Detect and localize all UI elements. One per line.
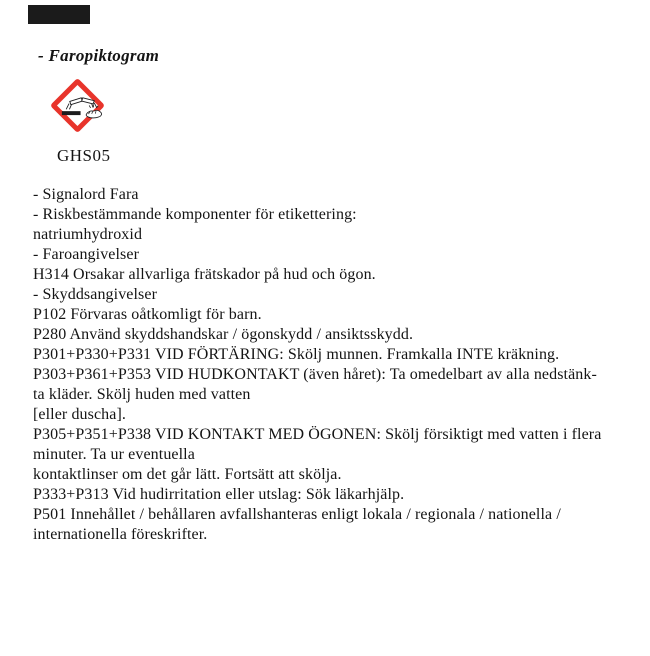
text-line: P102 Förvaras oåtkomligt för barn.	[33, 306, 262, 323]
text-line: P280 Använd skyddshandskar / ögonskydd / ansiktsskydd.	[33, 326, 414, 343]
pictogram-code: GHS05	[57, 146, 111, 165]
text-line: - Faroangivelser	[33, 246, 140, 263]
text-line: P303+P361+P353 VID HUDKONTAKT (även håret): Ta omedelbart av alla nedstänk-	[33, 366, 597, 383]
text-line: - Signalord Fara	[33, 186, 139, 203]
text-line: minuter. Ta ur eventuella	[33, 446, 195, 463]
text-line: H314 Orsakar allvarliga frätskador på hud och ögon.	[33, 266, 376, 283]
text-line: natriumhydroxid	[33, 226, 143, 243]
ghs05-pictogram	[45, 73, 119, 147]
corrosion-icon	[59, 94, 105, 129]
text-line: kontaktlinser om det går lätt. Fortsätt att skölja.	[33, 466, 342, 483]
text-line: internationella föreskrifter.	[33, 526, 208, 543]
statements-block	[33, 185, 637, 545]
text-line: P301+P330+P331 VID FÖRTÄRING: Skölj munnen. Framkalla INTE kräkning.	[33, 346, 560, 363]
text-line: P501 Innehållet / behållaren avfallshanteras enligt lokala / regionala / nationella /	[33, 506, 561, 523]
text-line: P305+P351+P338 VID KONTAKT MED ÖGONEN: Skölj försiktigt med vatten i flera	[33, 426, 602, 443]
text-line: - Riskbestämmande komponenter för etikettering:	[33, 206, 357, 223]
text-line: - Skyddsangivelser	[33, 286, 158, 303]
text-line: ta kläder. Skölj huden med vatten	[33, 386, 251, 403]
scan-artifact-mark	[28, 5, 90, 24]
text-line: P333+P313 Vid hudirritation eller utslag: Sök läkarhjälp.	[33, 486, 405, 503]
section-heading: - Faropiktogram	[38, 46, 160, 65]
text-line: [eller duscha].	[33, 406, 127, 423]
